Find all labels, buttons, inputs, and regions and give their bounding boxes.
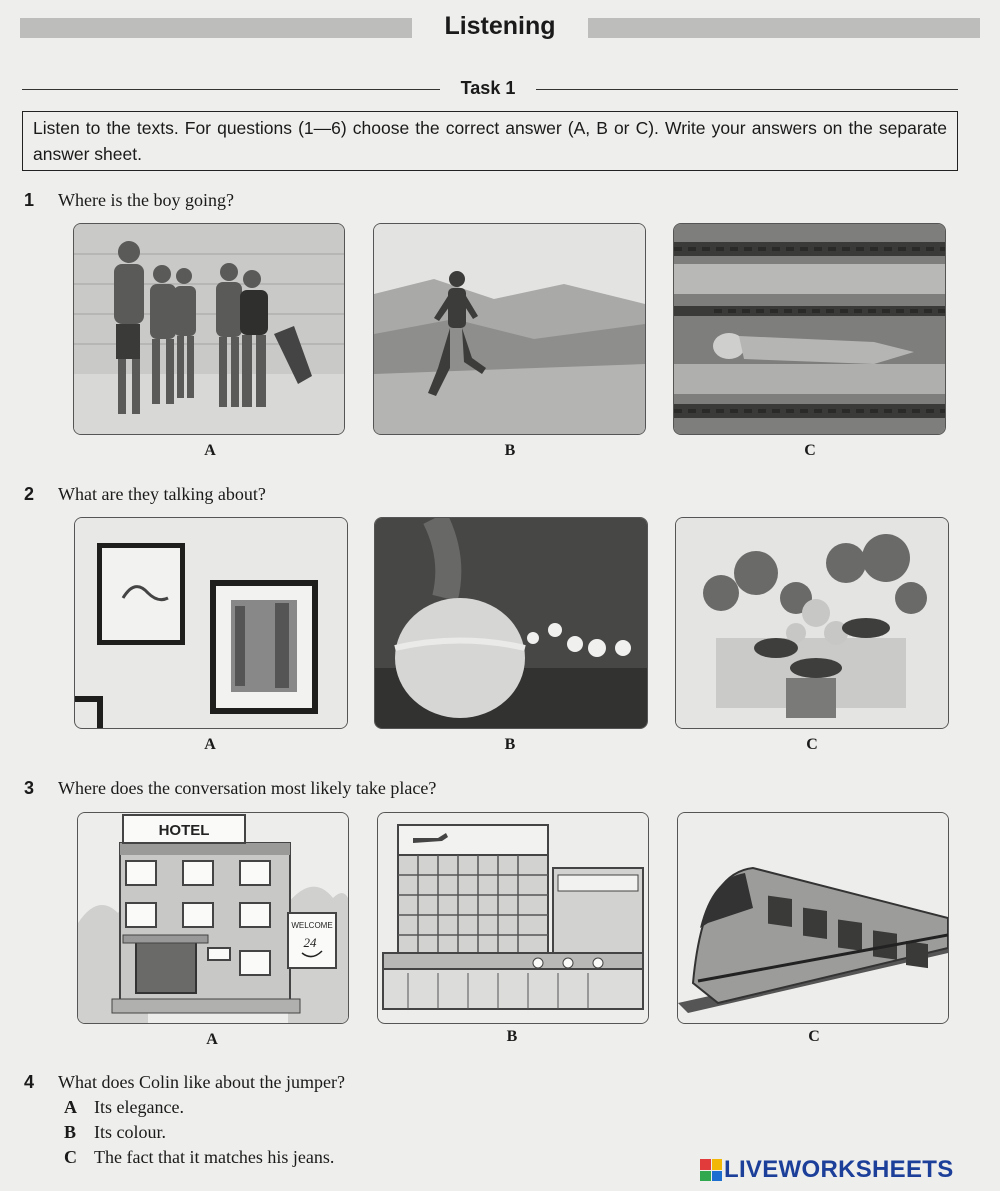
- task-rule-right: [536, 89, 958, 90]
- q3-illustration-b-airport[interactable]: [377, 812, 649, 1024]
- q1-option-a: A: [204, 442, 216, 459]
- task-heading: [22, 78, 958, 100]
- instructions-box: Listen to the texts. For questions (1—6) choose the correct answer (A, B or C). Write your answers on the separate answer sheet.: [22, 111, 958, 171]
- question-3: [24, 778, 436, 799]
- q4-choice-a[interactable]: [64, 1097, 184, 1118]
- welcome-sign-text: WELCOME: [291, 921, 333, 930]
- logo-text: LIVEWORKSHEETS: [724, 1156, 954, 1183]
- q1-photo-c-swimmer[interactable]: [673, 223, 946, 435]
- question-1: [24, 190, 234, 211]
- q3-illustration-a-hotel[interactable]: [77, 812, 349, 1024]
- q2-option-a: A: [204, 736, 216, 753]
- question-4: [24, 1072, 345, 1093]
- q1-photo-b-runner[interactable]: [373, 223, 646, 435]
- question-number: 4: [24, 1072, 35, 1092]
- q2-option-b: B: [504, 736, 516, 753]
- q2-photo-a-pictures[interactable]: [74, 517, 348, 729]
- logo-cube-icon: [700, 1159, 722, 1181]
- page-title: Listening: [444, 12, 556, 40]
- q1-option-c: C: [804, 442, 816, 459]
- liveworksheets-logo: [700, 1156, 954, 1184]
- q4-choice-c[interactable]: [64, 1147, 334, 1168]
- question-number: 1: [24, 190, 35, 210]
- choice-letter: B: [64, 1122, 77, 1142]
- q3-option-b: B: [506, 1028, 518, 1045]
- task-rule-left: [22, 89, 440, 90]
- question-text: What are they talking about?: [58, 484, 266, 504]
- q3-illustration-c-train[interactable]: [677, 812, 949, 1024]
- q2-option-c: C: [806, 736, 818, 753]
- q3-option-a: A: [206, 1031, 218, 1048]
- question-number: 3: [24, 778, 35, 798]
- q3-option-c: C: [808, 1028, 820, 1045]
- header-banner: [20, 14, 980, 40]
- q2-photo-b-humidifier[interactable]: [374, 517, 648, 729]
- hours-sign-text: 24: [303, 935, 317, 950]
- question-text: Where is the boy going?: [58, 190, 234, 210]
- q2-photo-c-flowers[interactable]: [675, 517, 949, 729]
- choice-text: Its colour.: [94, 1122, 166, 1142]
- q1-option-b: B: [504, 442, 516, 459]
- banner-band-right: [588, 18, 980, 38]
- question-text: Where does the conversation most likely take place?: [58, 778, 437, 798]
- q4-choice-b[interactable]: [64, 1122, 166, 1143]
- question-number: 2: [24, 484, 35, 504]
- question-2: [24, 484, 266, 505]
- q1-photo-a-dancers[interactable]: [73, 223, 345, 435]
- hotel-sign-text: HOTEL: [158, 822, 210, 839]
- choice-text: Its elegance.: [94, 1097, 184, 1117]
- question-text: What does Colin like about the jumper?: [58, 1072, 345, 1092]
- banner-band-left: [20, 18, 412, 38]
- choice-letter: A: [64, 1097, 77, 1117]
- choice-letter: C: [64, 1147, 77, 1167]
- task-label: Task 1: [460, 78, 516, 98]
- choice-text: The fact that it matches his jeans.: [94, 1147, 335, 1167]
